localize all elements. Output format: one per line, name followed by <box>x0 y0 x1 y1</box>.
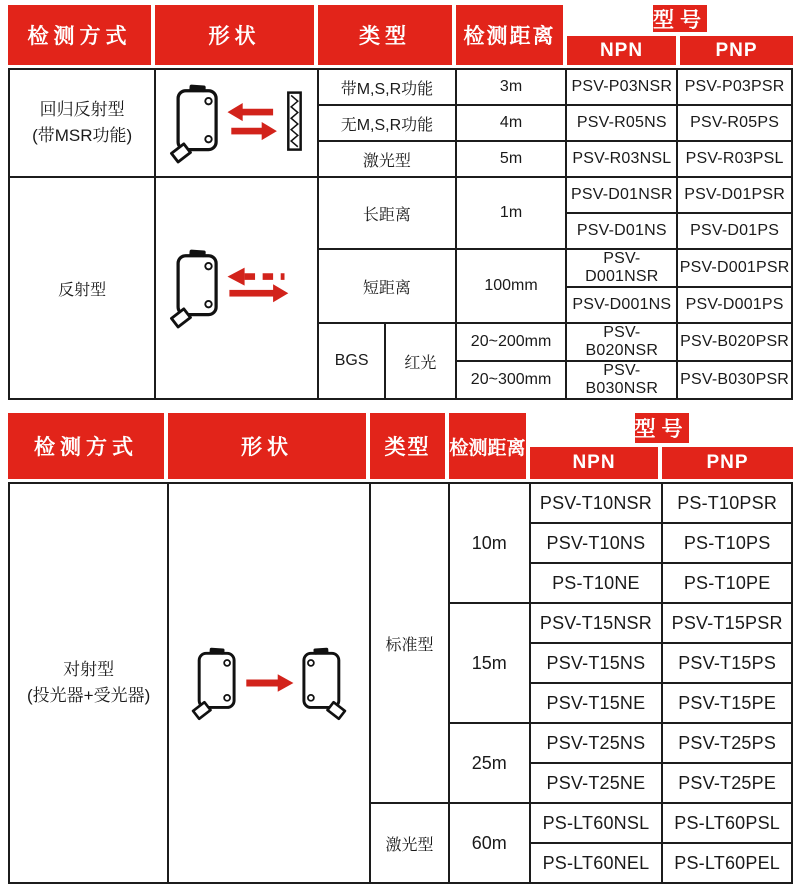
distance-cell: 25m <box>449 723 530 803</box>
pnp-model-cell: PSV-T25PS <box>662 723 792 763</box>
table1-header <box>8 5 793 65</box>
type-cell: 带M,S,R功能 <box>318 69 455 105</box>
shape-cell <box>155 69 318 177</box>
header-distance: 检测距离 <box>456 5 567 65</box>
table1-body <box>8 68 793 400</box>
npn-model-cell: PSV-T15NS <box>530 643 663 683</box>
header-model: 型号 <box>653 5 707 32</box>
table-row <box>9 69 792 105</box>
header-model: 型号 <box>635 413 689 443</box>
arrow-left-icon <box>227 103 273 121</box>
pnp-model-cell: PSV-R05PS <box>677 105 792 141</box>
distance-cell: 100mm <box>456 249 567 323</box>
type-cell-bgs: BGS <box>318 323 385 399</box>
sensor-icon <box>193 648 234 719</box>
type-cell: 长距离 <box>318 177 455 249</box>
npn-model-cell: PSV-B030NSR <box>566 361 677 399</box>
diffuse-diagram <box>161 238 313 338</box>
pnp-model-cell: PSV-D001PSR <box>677 249 792 287</box>
header-type: 类型 <box>370 413 449 479</box>
npn-model-cell: PSV-T10NSR <box>530 483 663 523</box>
header-npn: NPN <box>530 447 662 479</box>
table2-header <box>8 413 793 479</box>
method-cell: 反射型 <box>9 177 155 399</box>
distance-cell: 3m <box>456 69 567 105</box>
sensor-icon <box>171 84 216 161</box>
header-pnp: PNP <box>662 447 793 479</box>
retroreflective-diagram <box>161 74 313 172</box>
distance-cell: 4m <box>456 105 567 141</box>
pnp-model-cell: PS-T10PS <box>662 523 792 563</box>
header-method: 检测方式 <box>8 5 155 65</box>
npn-model-cell: PSV-P03NSR <box>566 69 677 105</box>
arrow-right-icon <box>247 674 294 691</box>
pnp-model-cell: PS-LT60PSL <box>662 803 792 843</box>
arrow-right-icon <box>231 122 277 140</box>
type-cell: 激光型 <box>318 141 455 177</box>
method-cell <box>9 483 168 883</box>
npn-model-cell: PSV-R03NSL <box>566 141 677 177</box>
distance-cell: 10m <box>449 483 530 603</box>
sensor-icon <box>171 249 216 326</box>
header-shape: 形状 <box>168 413 370 479</box>
npn-model-cell: PSV-D001NS <box>566 287 677 323</box>
type-cell: 短距离 <box>318 249 455 323</box>
type-cell: 标准型 <box>370 483 449 803</box>
pnp-model-cell: PSV-T15PSR <box>662 603 792 643</box>
type-cell: 无M,S,R功能 <box>318 105 455 141</box>
npn-model-cell: PSV-D01NSR <box>566 177 677 213</box>
table-row <box>9 177 792 213</box>
pnp-model-cell: PSV-T15PS <box>662 643 792 683</box>
throughbeam-diagram <box>173 631 365 735</box>
pnp-model-cell: PSV-D01PS <box>677 213 792 249</box>
npn-model-cell: PSV-T15NE <box>530 683 663 723</box>
npn-model-cell: PSV-B020NSR <box>566 323 677 361</box>
pnp-model-cell: PS-LT60PEL <box>662 843 792 883</box>
pnp-model-cell: PSV-T15PE <box>662 683 792 723</box>
type-cell-light: 红光 <box>385 323 456 399</box>
npn-model-cell: PS-T10NE <box>530 563 663 603</box>
npn-model-cell: PSV-T25NE <box>530 763 663 803</box>
header-shape: 形状 <box>155 5 318 65</box>
shape-cell <box>155 177 318 399</box>
distance-cell: 20~200mm <box>456 323 567 361</box>
npn-model-cell: PSV-D01NS <box>566 213 677 249</box>
header-npn: NPN <box>567 36 680 65</box>
dashed-arrow-left-icon <box>227 268 284 286</box>
distance-cell: 60m <box>449 803 530 883</box>
reflector-icon <box>288 93 300 150</box>
pnp-model-cell: PSV-P03PSR <box>677 69 792 105</box>
method-line1: 对射型 <box>63 659 115 679</box>
pnp-model-cell: PSV-R03PSL <box>677 141 792 177</box>
npn-model-cell: PS-LT60NEL <box>530 843 663 883</box>
header-model-group <box>530 413 793 479</box>
table-row <box>9 483 792 523</box>
method-line2: (投光器+受光器) <box>27 686 151 705</box>
header-type: 类型 <box>318 5 456 65</box>
pnp-model-cell: PSV-D01PSR <box>677 177 792 213</box>
header-pnp: PNP <box>680 36 793 65</box>
distance-cell: 15m <box>449 603 530 723</box>
pnp-model-cell: PSV-D001PS <box>677 287 792 323</box>
type-cell: 激光型 <box>370 803 449 883</box>
spec-table-throughbeam <box>8 413 793 884</box>
distance-cell: 1m <box>456 177 567 249</box>
header-method: 检测方式 <box>8 413 168 479</box>
npn-model-cell: PS-LT60NSL <box>530 803 663 843</box>
spec-table-retroreflective <box>8 5 793 400</box>
npn-model-cell: PSV-T10NS <box>530 523 663 563</box>
npn-model-cell: PSV-D001NSR <box>566 249 677 287</box>
pnp-model-cell: PS-T10PE <box>662 563 792 603</box>
npn-model-cell: PSV-T15NSR <box>530 603 663 643</box>
pnp-model-cell: PSV-B030PSR <box>677 361 792 399</box>
pnp-model-cell: PSV-T25PE <box>662 763 792 803</box>
method-cell <box>9 69 155 177</box>
shape-cell <box>168 483 370 883</box>
pnp-model-cell: PSV-B020PSR <box>677 323 792 361</box>
table2-body <box>8 482 793 884</box>
method-line2: (带MSR功能) <box>32 126 133 145</box>
header-model-group <box>567 5 793 65</box>
receiver-sensor-icon <box>304 648 345 719</box>
header-distance: 检测距离 <box>449 413 530 479</box>
distance-cell: 20~300mm <box>456 361 567 399</box>
pnp-model-cell: PS-T10PSR <box>662 483 792 523</box>
method-line1: 回归反射型 <box>39 99 125 119</box>
distance-cell: 5m <box>456 141 567 177</box>
npn-model-cell: PSV-R05NS <box>566 105 677 141</box>
npn-model-cell: PSV-T25NS <box>530 723 663 763</box>
arrow-right-icon <box>229 284 288 302</box>
